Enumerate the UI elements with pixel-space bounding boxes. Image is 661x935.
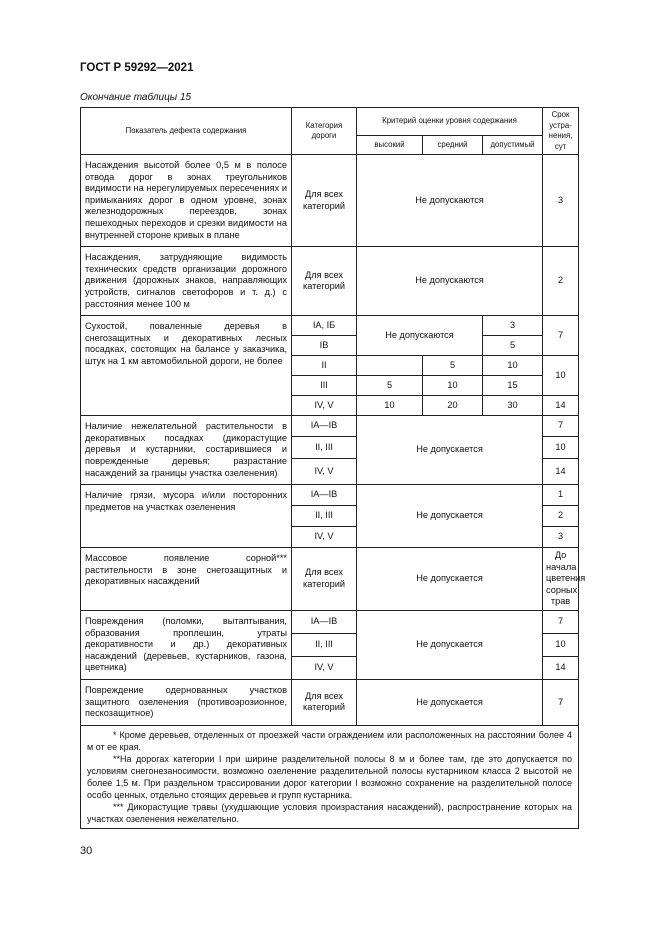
header-acceptable: допустимый xyxy=(483,136,543,155)
term-cell: 14 xyxy=(543,657,579,680)
high-cell xyxy=(357,356,423,376)
category-cell: IV, V xyxy=(292,396,357,416)
defect-cell: Наличие грязи, мусора и/или посторонних предметов на участках озеленения xyxy=(81,485,292,548)
category-cell: IA—IB xyxy=(292,416,357,437)
defect-cell: Насаждения высотой более 0,5 м в полосе отвода дорог в зонах треугольников видимости на нерегулируемых пересечениях и примыканиях дорог в одном уровне, зонах железнодорожных переездов, зонах пешеходных переходов и срезки видимости на внутренней стороне кривых в плане xyxy=(81,155,292,247)
table-row xyxy=(81,548,579,611)
table-caption: Окончание таблицы 15 xyxy=(80,92,192,103)
header-category: Категория дороги xyxy=(292,108,357,155)
defects-table xyxy=(80,107,586,829)
term-cell: 3 xyxy=(543,527,579,548)
category-cell: IA—IB xyxy=(292,485,357,506)
criterion-cell: Не допускается xyxy=(357,416,543,485)
term-cell: 7 xyxy=(543,416,579,437)
footnote-2: **На дорогах категории I при ширине разделительной полосы 8 м и более там, где это допускается по условиям снегонезаносимости, возможно озеленение разделительной полосы кустарником класса 2 высотой не более 1,5 м. При раздельном трассировании дорог категории I возможно сохранение на разделительной полосе особо ценных, отдельно стоящих деревьев и групп кустарника. xyxy=(87,753,573,800)
term-cell: 3 xyxy=(543,155,579,247)
footnote-1: * Кроме деревьев, отделенных от проезжей части ограждением или расположенных на расстоянии более 4 м от ее края. xyxy=(87,729,573,752)
medium-cell: 20 xyxy=(423,396,483,416)
table-row xyxy=(81,316,579,336)
acceptable-cell: 5 xyxy=(483,336,543,356)
category-cell: IA, IБ xyxy=(292,316,357,336)
header-criterion: Критерий оценки уровня содержания xyxy=(357,108,543,136)
category-cell: IV, V xyxy=(292,657,357,680)
document-header: ГОСТ Р 59292—2021 xyxy=(80,62,194,74)
category-cell: II, III xyxy=(292,634,357,657)
category-cell: III xyxy=(292,376,357,396)
term-cell: 1 xyxy=(543,485,579,506)
footnotes-cell xyxy=(81,725,579,828)
defect-cell: Насаждения, затрудняющие видимость технических средств организации дорожного движения (дорожных знаков, направляющих устройств, сигналов светофоров и т. д.) с расстояния менее 100 м xyxy=(81,247,292,316)
acceptable-cell: 3 xyxy=(483,316,543,336)
header-medium: средний xyxy=(423,136,483,155)
table-row xyxy=(81,611,579,634)
criterion-cell: Не допускаются xyxy=(357,155,543,247)
category-cell: Для всех категорий xyxy=(292,680,357,726)
high-cell: 5 xyxy=(357,376,423,396)
defect-cell: Повреждение одернованных участков защитного озеленения (противоэрозионное, пескозащитное) xyxy=(81,680,292,726)
footnotes-row xyxy=(81,725,579,828)
criterion-cell: Не допускается xyxy=(357,680,543,726)
acceptable-cell: 15 xyxy=(483,376,543,396)
criterion-cell: Не допускается xyxy=(357,611,543,680)
defect-cell: Массовое появление сорной*** растительности в зоне снегозащитных и декоративных насаждений xyxy=(81,548,292,611)
term-cell: До начала цветения сорных трав xyxy=(543,548,579,611)
category-cell: II, III xyxy=(292,506,357,527)
category-cell: Для всех категорий xyxy=(292,548,357,611)
term-cell: 7 xyxy=(543,611,579,634)
table-row xyxy=(81,247,579,316)
medium-cell: 10 xyxy=(423,376,483,396)
table-row xyxy=(81,680,579,726)
defect-cell: Повреждения (поломки, вытаптывания, образования проплешин, утраты декоративности и др.) декоративных насаждений (деревьев, кустарников, газона, цветника) xyxy=(81,611,292,680)
category-cell: Для всех категорий xyxy=(292,247,357,316)
criterion-cell: Не допускаются xyxy=(357,247,543,316)
criterion-cell: Не допускается xyxy=(357,548,543,611)
term-cell: 14 xyxy=(543,458,579,484)
term-cell: 7 xyxy=(543,316,579,356)
term-cell: 10 xyxy=(543,356,579,396)
category-cell: IV, V xyxy=(292,527,357,548)
defect-cell: Сухостой, поваленные деревья в снегозащитных и декоративных лесных посадках, состоящих на балансе у заказчика, штук на 1 км автомобильной дороги, не более xyxy=(81,316,292,416)
category-cell: II xyxy=(292,356,357,376)
category-cell: IB xyxy=(292,336,357,356)
acceptable-cell: 10 xyxy=(483,356,543,376)
page-number: 30 xyxy=(80,845,93,857)
criterion-cell: Не допускается xyxy=(357,485,543,548)
category-cell: II, III xyxy=(292,437,357,458)
medium-cell: 5 xyxy=(423,356,483,376)
category-cell: Для всех категорий xyxy=(292,155,357,247)
category-cell: IA—IB xyxy=(292,611,357,634)
term-cell: 2 xyxy=(543,247,579,316)
category-cell: IV, V xyxy=(292,458,357,484)
header-term: Срок устра-нения, сут xyxy=(543,108,579,155)
criterion-cell: Не допускаются xyxy=(357,316,483,356)
header-high: высокий xyxy=(357,136,423,155)
table-row xyxy=(81,485,579,506)
header-defect: Показатель дефекта содержания xyxy=(81,108,292,155)
table-row xyxy=(81,155,579,247)
term-cell: 2 xyxy=(543,506,579,527)
term-cell: 10 xyxy=(543,437,579,458)
term-cell: 14 xyxy=(543,396,579,416)
acceptable-cell: 30 xyxy=(483,396,543,416)
defect-cell: Наличие нежелательной растительности в декоративных посадках (дикорастущие деревья и кустарники, состарившиеся и поврежденные деревья; разрастание насаждений за границы участка озеленения) xyxy=(81,416,292,485)
term-cell: 10 xyxy=(543,634,579,657)
term-cell: 7 xyxy=(543,680,579,726)
footnote-3: *** Дикорастущие травы (ухудшающие условия произрастания насаждений), распространение которых на участках озеленения нежелательно. xyxy=(87,801,573,824)
high-cell: 10 xyxy=(357,396,423,416)
table-row xyxy=(81,416,579,437)
